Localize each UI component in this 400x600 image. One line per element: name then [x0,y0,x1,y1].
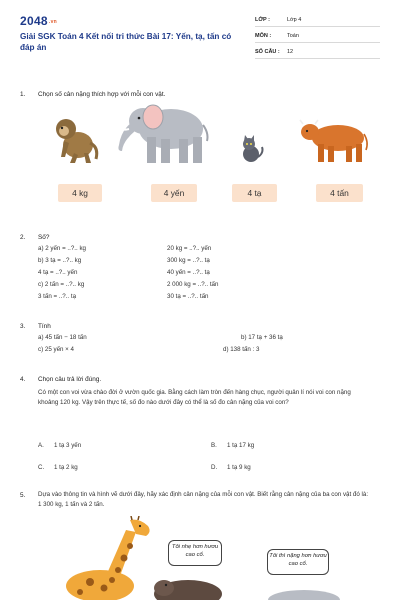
exercise-item: 2 000 kg = ..?.. tấn [167,281,219,288]
q2-prompt: Số? [38,234,50,241]
q4-paragraph: Có một con voi vừa chào đời ở vườn quốc gia. Bằng cách làm tròn đến hàng chục, người quản lí nói voi con nặng khoảng 120 kg. Vậy trên thực tế, số đo nào dưới đây có thể là số đo cân nặng của voi con? [38,389,351,406]
q1-number: 1. [20,91,26,98]
option-letter[interactable]: A. [38,442,44,449]
exercise-item: b) 3 tạ = ..?.. kg [38,257,82,264]
exercise-item: 40 yến = ..?.. tạ [167,269,210,276]
divider [255,58,380,59]
speech-bubble: Tôi nhẹ hơn hươu cao cổ. [168,540,222,566]
option-d[interactable]: 1 tạ 9 kg [227,464,251,471]
q2-number: 2. [20,234,26,241]
exercise-item: c) 2 tấn = ..?.. kg [38,281,85,288]
meta-subject: MÔN : Toán [255,33,299,39]
hippo-illustration [148,574,226,600]
monkey-illustration [52,113,100,165]
exercise-item: 300 kg = ..?.. tạ [167,257,210,264]
page-title: Giải SGK Toán 4 Kết nối tri thức Bài 17: Yến, tạ, tấn có đáp án [20,32,232,52]
weight-card[interactable]: 4 tấn [316,184,363,202]
site-logo[interactable]: 2048.vn [20,14,58,28]
divider [255,26,380,27]
q5-number: 5. [20,492,26,499]
rhino-illustration [264,586,344,600]
speech-bubble: Tôi thì nặng hơn hươu cao cổ. [267,549,329,575]
q3-prompt: Tính [38,323,51,330]
exercise-item: 20 kg = ..?.. yến [167,245,212,252]
weight-card[interactable]: 4 yến [151,184,197,202]
cat-illustration [238,135,264,163]
option-c[interactable]: 1 tạ 2 kg [54,464,78,471]
option-b[interactable]: 1 tạ 17 kg [227,442,255,449]
option-letter[interactable]: D. [211,464,218,471]
option-letter[interactable]: B. [211,442,217,449]
q1-prompt: Chọn số cân nặng thích hợp với mỗi con vật. [38,91,166,98]
exercise-item: 30 tạ = ..?.. tấn [167,293,209,300]
option-letter[interactable]: C. [38,464,45,471]
exercise-item: c) 25 yến × 4 [38,346,74,353]
q3-number: 3. [20,323,26,330]
weight-card[interactable]: 4 tạ [232,184,277,202]
q4-number: 4. [20,376,26,383]
divider [255,42,380,43]
weight-card[interactable]: 4 kg [58,184,102,202]
exercise-item: a) 2 yến = ..?.. kg [38,245,86,252]
exercise-item: 4 tạ = ..?.. yến [38,269,78,276]
cow-illustration [298,118,370,164]
q5-paragraph: Dựa vào thông tin và hình vẽ dưới đây, hãy xác định cân nặng của mỗi con vật. Biết rằng cân nặng của ba con vật đó là: 1 300 kg, 1 tấn và 2 tấn. [38,491,369,508]
exercise-item: d) 138 tấn : 3 [223,346,260,353]
exercise-item: a) 45 tấn − 18 tấn [38,334,87,341]
option-a[interactable]: 1 tạ 3 yến [54,442,82,449]
meta-grade: LỚP : Lớp 4 [255,17,302,23]
elephant-illustration [113,101,213,165]
exercise-item: 3 tấn = ..?.. tạ [38,293,77,300]
exercise-item: b) 17 tạ + 36 tạ [241,334,283,341]
q4-prompt: Chọn câu trả lời đúng. [38,376,102,383]
meta-count: SỐ CÂU : 12 [255,49,294,55]
